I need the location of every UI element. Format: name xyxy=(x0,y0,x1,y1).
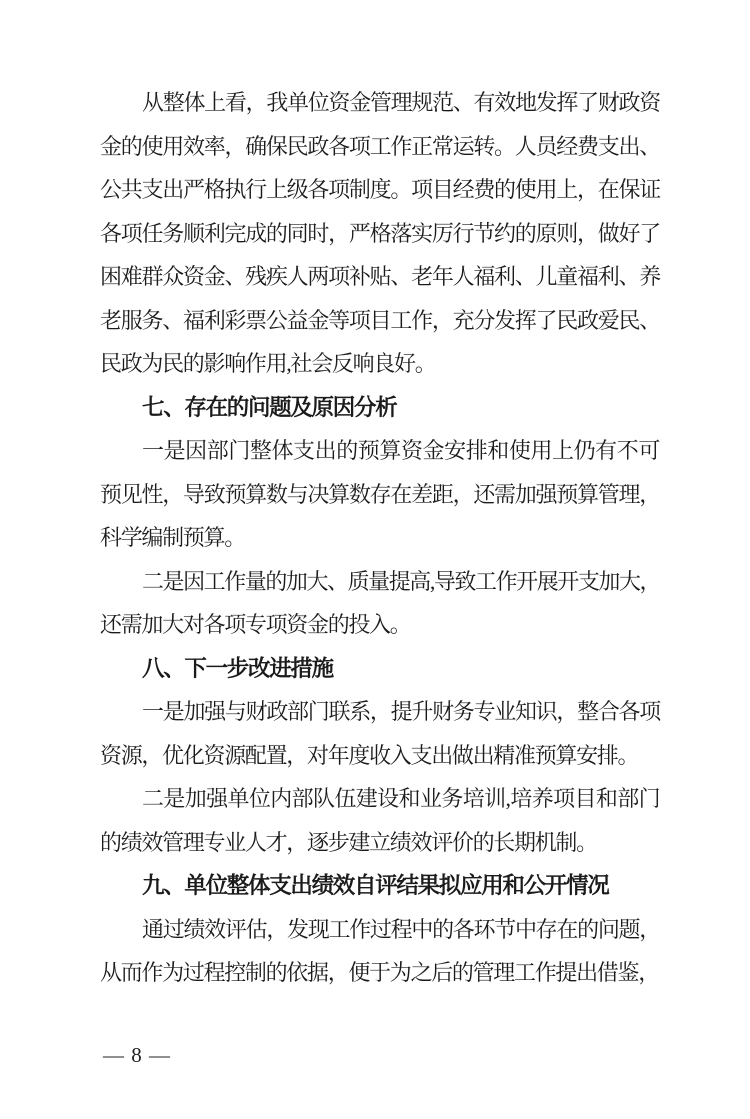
line-text: 金的使用效率，确保民政各项工作正常运转。人员经费支出、 xyxy=(100,133,660,159)
line-text: 困难群众资金、残疾人两项补贴、老年人福利、儿童福利、养 xyxy=(100,264,660,289)
paragraph xyxy=(100,81,660,386)
text-line xyxy=(100,951,660,995)
text-line xyxy=(100,603,660,647)
paragraph xyxy=(100,560,660,647)
paragraph xyxy=(100,690,660,777)
line-text: 民政为民的影响作用,社会反响良好。 xyxy=(100,351,436,376)
text-line xyxy=(100,821,660,865)
line-text: 资源，优化资源配置，对年度收入支出做出精准预算安排。 xyxy=(100,742,639,768)
text-line xyxy=(100,429,660,473)
section-heading xyxy=(100,647,660,691)
text-line xyxy=(100,81,660,125)
text-line xyxy=(100,516,660,560)
section-heading xyxy=(100,864,660,908)
line-text: 预见性，导致预算数与决算数存在差距，还需加强预算管理， xyxy=(100,481,660,507)
line-text: 老服务、福利彩票公益金等项目工作，充分发挥了民政爱民、 xyxy=(100,307,660,333)
line-text: 从而作为过程控制的依据，便于为之后的管理工作提出借鉴， xyxy=(100,960,659,985)
text-line xyxy=(100,734,660,778)
text-line xyxy=(100,125,660,169)
line-text: 二是因工作量的加大、质量提高,导致工作开展开支加大， xyxy=(142,568,661,594)
text-line xyxy=(100,342,660,386)
text-line xyxy=(100,560,660,604)
text-line xyxy=(100,777,660,821)
text-line xyxy=(100,255,660,299)
line-text: 一是加强与财政部门联系，提升财务专业知识，整合各项 xyxy=(142,699,661,724)
page-number: — 8 — xyxy=(103,1043,171,1067)
section-heading xyxy=(100,386,660,430)
text-line xyxy=(100,473,660,517)
line-text: 八、下一步改进措施 xyxy=(142,655,333,681)
line-text: 从整体上看，我单位资金管理规范、有效地发挥了财政资 xyxy=(142,90,661,115)
heading-text xyxy=(100,647,660,691)
line-text: 还需加大对各项专项资金的投入。 xyxy=(100,612,411,637)
text-line xyxy=(100,908,660,952)
text-line xyxy=(100,168,660,212)
line-text: 七、存在的问题及原因分析 xyxy=(142,394,397,420)
line-text: 公共支出严格执行上级各项制度。项目经费的使用上，在保证 xyxy=(100,177,660,202)
document-body xyxy=(100,81,660,995)
line-text: 科学编制预算。 xyxy=(100,525,245,550)
heading-text xyxy=(100,864,660,908)
paragraph xyxy=(100,908,660,995)
line-text: 的绩效管理专业人才，逐步建立绩效评价的长期机制。 xyxy=(100,829,597,855)
line-text: 一是因部门整体支出的预算资金安排和使用上仍有不可 xyxy=(142,438,660,463)
paragraph xyxy=(100,777,660,864)
line-text: 通过绩效评估，发现工作过程中的各环节中存在的问题， xyxy=(142,916,661,942)
heading-text xyxy=(100,386,660,430)
text-line xyxy=(100,212,660,256)
text-line xyxy=(100,299,660,343)
line-text: 二是加强单位内部队伍建设和业务培训,培养项目和部门 xyxy=(142,786,661,811)
line-text: 九、单位整体支出绩效自评结果拟应用和公开情况 xyxy=(142,873,609,898)
paragraph xyxy=(100,429,660,560)
text-line xyxy=(100,690,660,734)
line-text: 各项任务顺利完成的同时，严格落实厉行节约的原则，做好了 xyxy=(100,220,660,246)
